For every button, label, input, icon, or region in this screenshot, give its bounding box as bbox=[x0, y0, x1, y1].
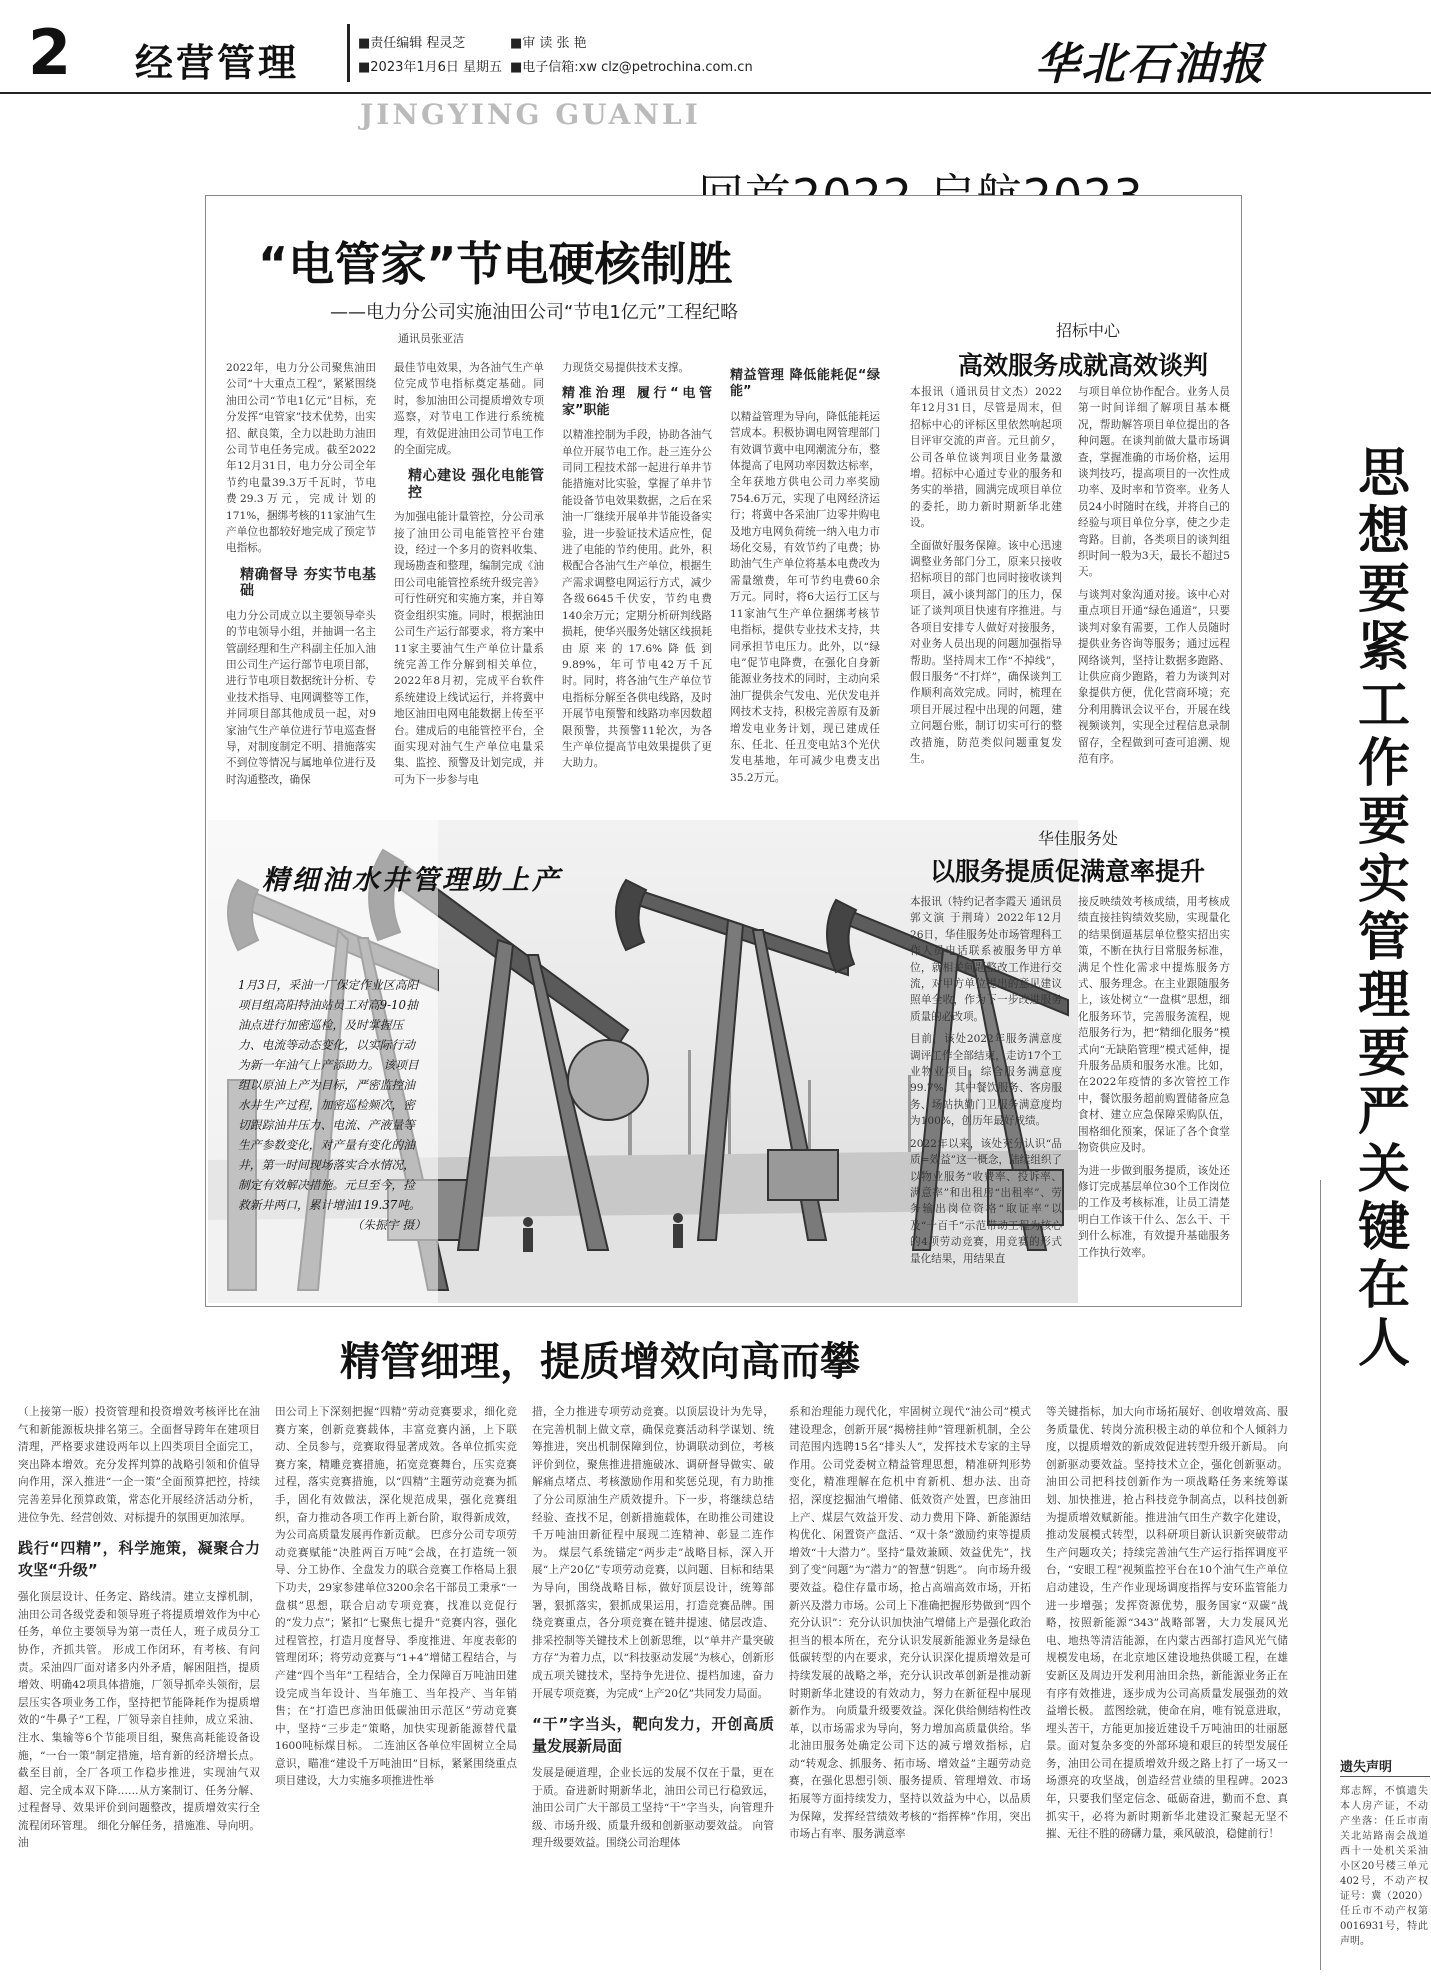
story2-headline: 高效服务成就高效谈判 bbox=[958, 351, 1209, 380]
story3-col2 bbox=[1078, 894, 1230, 1261]
lead-subhead-2: 精心建设 强化电能管控 bbox=[408, 468, 544, 501]
story2-col2 bbox=[1078, 384, 1230, 767]
lead-col2 bbox=[394, 360, 544, 788]
lower-col3b-text: 发展是硬道理，企业长远的发展不仅在于量，更在于质。奋进新时期新华北，油田公司已行稳致远，油田公司广大干部员工坚持“干”字当头，向管理升级、市场升级、质量升级和创新驱动要效益。 向管理升级要效益。围绕公司治理体 bbox=[532, 1767, 774, 1850]
notice-rule bbox=[1340, 1776, 1430, 1777]
lower-col1 bbox=[18, 1404, 260, 1853]
lead-col1b-text: 电力分公司成立以主要领导牵头的节电领导小组，并抽调一名主管副经理和生产科副主任加入油田公司生产运行部节电项目部，进行节电项目数据统计分析、专业技术指导、电网调整等工作，并同项目部其他成员一起，对9家油气生产单位进行节电巡查督导，对制度制定不明、措施落实不到位等情况与属地单位进行及时沟通整改，确保 bbox=[226, 609, 376, 786]
lower-col2-text: 田公司上下深刻把握“四精”劳动竞赛要求，细化竞赛方案，创新竞赛载体，丰富竞赛内涵，上下联动、全员参与，竞赛取得显著成效。各单位抓实竞赛方案，精雕竞赛措施，拓宽竞赛舞台，压实竞赛过程，落实竞赛措施，以“四精”主题劳动竞赛为抓手，固化有效做法，深化规范成果，强化竞赛组织，奋力推动各项工作再上新台阶，取得新成效，为公司高质量发展再作新贡献。 巴彦分公司专项劳动竞赛赋能“决胜两百万吨”会战，在打造统一领导、分工协作、全盘发力的联合竞赛工作格局上狠下功夫，29家参建单位3200余名干部员工秉承“一盘棋”思想，联合启动专项竞赛，找准以竞促行的“发力点”；紧扣“七聚焦七提升”竞赛内容，强化过程管控，打造月度督导、季度推进、年度表彰的管理闭环；将劳动竞赛与“1+4”增储工程结合，与产建“四个当年”工程结合，全力保障百万吨油田建设完成当年设计、当年施工、当年投产、当年销售；在“打造巴彦油田低碳油田示范区”劳动竞赛中，坚持“三步走”策略，加快实现新能源替代量1600吨标煤目标。 二连油区各单位牢固树立全局意识，瞄准“建设千万吨油田”目标，紧紧围绕重点项目建设，大力实施多项推进性举 bbox=[275, 1406, 517, 1788]
vertical-slogan-text: 思想要紧 工作要实 管理要严 关键在人 bbox=[1357, 444, 1410, 1374]
story3-col2b-text: 为进一步做到服务提质，该处还修订完成基层单位30个工作岗位的工作及考核标准，让员工清楚明白工作该干什么、怎么干、干到什么标准，有效提升基础服务工作执行效率。 bbox=[1078, 1164, 1230, 1259]
story2-col1-text: 本报讯（通讯员甘文杰）2022年12月31日，尽管是周末，但招标中心的评标区里依然响起项目评审交流的声音。元旦前夕，公司各单位谈判项目业务量激增。招标中心通过专业的服务和务实的举措，圆满完成项目单位的委托，助力新时期新华北建设。 bbox=[910, 386, 1062, 530]
section-pinyin: JINGYING GUANLI bbox=[360, 98, 701, 131]
notice-text: 郑志辉，不慎遗失本人房产证，不动产坐落：任丘市南关北站路南会战道西十一处机关采油小区20号楼三单元402号，不动产权证号：冀（2020）任丘市不动产权第0016931号，特此声明。 bbox=[1340, 1786, 1428, 1947]
lead-col2-text: 最佳节电效果，为各油气生产单位完成节电指标奠定基础。同时，参加油田公司提质增效专项巡察，对节电工作进行系统梳理，有效促进油田公司节电工作的全面完成。 bbox=[394, 362, 544, 457]
photo-title: 精细油水井管理助上产 bbox=[262, 865, 562, 896]
issue-date: ■2023年1月6日 星期五 bbox=[358, 60, 503, 75]
story2-col1 bbox=[910, 384, 1062, 767]
story2-col2b-text: 与谈判对象沟通对接。该中心对重点项目开通“绿色通道”，只要谈判对象有需要，工作人员随时提供业务咨询等服务；通过远程网络谈判，坚持让数据多跑路、让供应商少跑路，着力为谈判对象提供方便，优化营商环境；充分利用腾讯会议平台，开展在线视频谈判，实现全过程信息录制留存，全程做到可查可追溯、规范有序。 bbox=[1078, 588, 1230, 765]
lead-col3-text: 力现货交易提供技术支撑。 bbox=[562, 362, 690, 374]
page-number: 2 bbox=[28, 16, 72, 89]
lower-col4 bbox=[789, 1404, 1031, 1844]
story3-col1-text: 本报讯（特约记者李霞天 通讯员郭文演 于荆琦）2022年12月26日，华佳服务处市场管理科工作人员电话联系被服务甲方单位，就相关问题整改工作进行交流，对甲方单位提出的意见建议照单全收，作为下一步改进服务质量的必改项。 bbox=[910, 896, 1062, 1023]
lead-col4-text: 以精益管理为导向，降低能耗运营成本。积极协调电网管理部门有效调节冀中电网潮流分布，整体提高了电网功率因数达标率，全年获地方供电公司力率奖励754.6万元，实现了电网经济运行；将冀中各采油厂边零井购电及地方电网负荷统一纳入电力市场化交易，有效节约了电费；协助油气生产单位将基本电费改为需量缴费，年可节约电费60余万元。同时，将6大运行工区与11家油气生产单位捆绑考核节电指标，提供专业技术支持，共同承担节电压力。此外，以“绿电”促节电降费，在强化自身新能源业务技术的同时，主动向采油厂提供余气发电、光伏发电并网技术支持，积极完善原有及新增发电业务计划，现已建成任东、任北、任丑变电站3个光伏发电基地，年可减少电费支出35.2万元。 bbox=[730, 410, 880, 784]
lower-col3 bbox=[532, 1404, 774, 1853]
lead-byline: 通讯员张亚洁 bbox=[398, 332, 464, 345]
lower-col5-text: 等关键指标，加大向市场拓展好、创收增效高、服务质量优、转岗分流积极主动的单位和个人倾斜力度，以提质增效的新成效促进转型升级开新局。 向创新驱动要效益。坚持技术立企，强化创新驱动。油田公司把科技创新作为一项战略任务来统筹谋划、加快推进，抢占科技竞争制高点，以科技创新为提质增效赋新能。推进油气田生产数字化建设，推动发展模式转型，以科研项目新认识新突破带动生产问题攻关；持续完善油气生产运行指挥调度平台，“安眼工程”视频监控平台在10个油气生产单位启动建设，生产作业现场调度指挥与安环监管能力进一步增强；发挥资源优势，服务国家“双碳”战略，按照新能源“343”战略部署，大力发展风光电、地热等清洁能源，在内蒙古西部打造风光气储规模发电场，在北京地区建设地热供暖工程，在雄安新区及周边开发利用油田余热，新能源业务正在有序有效推进，逐步成为公司高质量发展强劲的效益增长极。 蓝图绘就，使命在肩，唯有锐意进取，埋头苦干，方能更加接近建设千万吨油田的壮丽愿景。面对复杂多变的外部环境和艰巨的转型发展任务，油田公司在提质增效升级之路上打了一场又一场漂亮的攻坚战，创造经营业绩的里程碑。2023年，只要我们坚定信念、砥砺奋进，勤而不怠、真抓实干，必将为新时期新华北建设汇聚起无坚不摧、无往不胜的磅礴力量，乘风破浪，稳健前行！ bbox=[1046, 1406, 1288, 1841]
lead-headline: “电管家”节电硬核制胜 bbox=[258, 237, 733, 291]
story3-headline: 以服务提质促满意率提升 bbox=[930, 857, 1206, 886]
lead-col3 bbox=[562, 360, 712, 772]
lead-col1-text: 2022年，电力分公司聚焦油田公司“十大重点工程”，紧紧围绕油田公司“节电1亿元”目标，充分发挥“电管家”技术优势，出实招、献良策，全力以赴助力油田公司节电任务完成。截至2022年12月31日，电力分公司全年节约电量39.3万千瓦时，节电费29.3万元，完成计划的171%，捆绑考核的11家油气生产单位也都较好地完成了预定节电指标。 bbox=[226, 362, 376, 555]
lead-subhead-3: 精准治理 履行“电管家”职能 bbox=[562, 386, 712, 418]
story3-col1b-text: 目前，该处2022年服务满意度调评工作全部结束，走访17个工业物业项目，综合服务满意度99.7%，其中餐饮服务、客房服务、场站执勤门卫服务满意度均为100%，创历年最好成绩。 bbox=[910, 1033, 1062, 1128]
story3-col2-text: 接反映绩效考核成绩，用考核成绩直接挂钩绩效奖励，实现量化的结果倒逼基层单位整实招出实策，不断在执行目常服务标准，满足个性化需求中提炼服务方式、服务理念。在主业跟随服务上，该处树立“一盘棋”思想，细化服务环节，完善服务流程，规范服务行为，把“精细化服务”模式向“无缺陷管理”模式延伸，提升服务品质和服务水准。比如，在2022年疫情的多次管控工作中，餐饮服务超前购置储备应急食材、建立应急保障采购队伍，围格细化预案，保证了各个食堂物资供应及时。 bbox=[1078, 896, 1230, 1155]
notice-title: 遗失声明 bbox=[1340, 1760, 1393, 1775]
photo-credit: （朱振宇 摄） bbox=[351, 1218, 426, 1232]
lead-subhead-4: 精益管理 降低能耗促“绿能” bbox=[730, 368, 880, 400]
lead-col4 bbox=[730, 360, 880, 786]
story2-kicker: 招标中心 bbox=[1056, 321, 1121, 340]
editor-email: ■电子信箱:xw clz@petrochina.com.cn bbox=[510, 60, 753, 75]
section-title: 经营管理 bbox=[135, 41, 300, 85]
lead-col1 bbox=[226, 360, 376, 788]
newspaper-logo: 华北石油报 bbox=[1035, 39, 1265, 90]
lead-col2b-text: 为加强电能计量管控，分公司承接了油田公司电能管控平台建设，经过一个多月的资料收集、现场勘查和整理，编制完成《油田公司电能管控系统升级完善》可行性研究和实施方案，并自筹资金组织实施。同时，根据油田公司生产运行部要求，将方案中11家主要油气生产单位计量系统完善工作分解到相关单位，2022年8月初，完成平台软件系统建设上线试运行，并将冀中地区油田电网电能数据上传至平台。建成后的电能管控平台，全面实现对油气生产单位电量采集、监控、预警及计划完成，并可为下一步参与电 bbox=[394, 511, 544, 786]
notice-divider bbox=[1320, 1180, 1321, 1970]
story2-col2-text: 与项目单位协作配合。业务人员第一时间详细了解项目基本概况，帮助解答项目单位提出的各种问题。在谈判前做大量市场调查，掌握准确的市场价格，运用谈判技巧，提高项目的一次性成功率、及时率和节资率。业务人员24小时随时在线，并将自己的经验与项目单位分享，使之少走弯路。目前，各类项目的谈判组织时间一般为3天，最长不超过5天。 bbox=[1078, 386, 1230, 579]
lead-subhead-1: 精确督导 夯实节电基础 bbox=[240, 566, 376, 600]
lower-subhead-1: 践行“四精”，科学施策，凝聚合力攻坚“升级” bbox=[18, 1539, 260, 1580]
lead-subtitle: ——电力分公司实施油田公司“节电1亿元”工程纪略 bbox=[330, 302, 739, 323]
vertical-slogan bbox=[1340, 445, 1428, 1373]
lower-col2 bbox=[275, 1404, 517, 1791]
header-divider bbox=[347, 24, 350, 82]
lower-col5 bbox=[1046, 1404, 1288, 1844]
lower-headline: 精管细理，提质增效向高而攀 bbox=[340, 1339, 860, 1385]
lower-col3-text: 措，全力推进专项劳动竞赛。以顶层设计为先导，在完善机制上做文章，确保竞赛活动科学谋划、统筹推进，突出机制保障到位，协调联动到位，考核评价到位，聚焦推进措施破冰、调研督导做实、破解痛点堵点、考核激励作用和奖惩兑现，有力助推了分公司原油生产质效提升。下一步，将继续总结经验、查找不足，创新措施载体，在助推公司建设千万吨油田新征程中展现二连精神、彰显二连作为。 煤层气系统锚定“两步走”战略目标，深入开展“上产20亿”专项劳动竞赛，以问题、目标和结果为导向，围绕战略目标，做好顶层设计，统筹部署，狠抓落实，狠抓成果运用，打造竞赛品牌。围绕竞赛重点，各分项竞赛在链井提速、储层改造、排采控制等关键技术上创新思维，以“单井产量突破方存”为着力点，以“科技驱动发展”为核心，创新形成五项关键技术，坚持争先进位、提档加速，奋力开展专项竞赛，为完成“上产20亿”共同发力局面。 bbox=[532, 1406, 774, 1700]
lower-subhead-2: “干”字当头，靶向发力，开创高质量发展新局面 bbox=[532, 1715, 774, 1756]
lead-col3b-text: 以精准控制为手段，协助各油气单位开展节电工作。赴三连分公司同工程技术部一起进行单井节能措施对比实验，掌握了单井节能设备节电效果数据，之后在采油一厂继续开展单井节能设备实验，进一步验证技术适应性，促进了电能的节约使用。此外，积极配合各油气生产单位，根据生产需求调整电网运行方式，减少各级6645千伏安，节约电费140余万元；定期分析研判线路损耗，使华兴服务处辖区线损耗由原来的17.6%降低到9.89%，年可节电42万千瓦时。同时，将各油气生产单位节电指标分解至各供电线路，及时开展节电预警和线路功率因数超限预警，共预警11轮次，为各生产单位提高节电效果提供了更大助力。 bbox=[562, 429, 712, 770]
lower-col1-text: （上接第一版）投资管理和投资增效考核评比在油气和新能源板块排名第三。全面督导跨年在建项目清理，严格要求建设两年以上四类项目全面完工，突出降本增效。充分发挥判算的战略引领和价值导向作用，深入推进“一企一策”全面预算把控，持续完善差异化预算政策，常态化开展经济活动分析，进位争先、经营创效、对标提升的氛围更加浓厚。 bbox=[18, 1406, 260, 1524]
photo-caption bbox=[238, 975, 426, 1235]
story3-col1 bbox=[910, 894, 1062, 1267]
story3-kicker: 华佳服务处 bbox=[1038, 829, 1119, 848]
photo-caption-text: 1月3日，采油一厂保定作业区高阳项目组高阳特油站员工对高9-10抽油点进行加密巡检，及时掌握压力、电流等动态变化，以实际行动为新一年油气上产添助力。 该项目组以原油上产为目标，严密监控油水井生产过程，加密巡检频次，密切跟踪油井压力、电流、产液量等生产参数变化，对产量有变化的油井，第一时间现场落实合水情况，制定有效解决措施。元旦至今，捡救新井两口，累计增油119.37吨。 bbox=[238, 978, 421, 1212]
reviewer-credit: ■审 读 张 艳 bbox=[510, 36, 587, 51]
editor-credit: ■责任编辑 程灵芝 bbox=[358, 36, 466, 51]
lower-col1b-text: 强化顶层设计、任务定、路线清。建立支撑机制，油田公司各级党委和领导班子将提质增效作为中心任务，单位主要领导为第一责任人，班子成员分工协作，齐抓共管。 形成工作闭环，有考核、有问责。采油四厂面对诸多内外矛盾，解困阻挡，提质增效、明确42项具体措施，厂领导抓牵头领衔，层层压实各项业务工作，坚持把节能降耗作为提质增效的“牛鼻子”工程，厂领导亲自挂帅，成立采油、注水、集输等6个节能项目组，聚焦高耗能设备设施，“一台一策”制定措施，培育新的经济增长点。截至目前，全厂各项工作稳步推进，实现油气双超、完全成本双下降……从方案制订、任务分解、过程督导、效果评价到问题整改，提质增效实行全流程闭环管理。 细化分解任务，措施准、导向明。油 bbox=[18, 1591, 260, 1850]
story2-col1b-text: 全面做好服务保障。该中心迅速调整业务部门分工，原来只接收招标项目的部门也同时接收谈判项目，减小谈判部门的压力，保证了谈判项目快速有序推进。与各项目安排专人做好对接服务，对业务人员出现的问题加强指导帮助。坚持周末工作“不掉线”，假日服务“不打烊”，确保谈判工作顺利高效完成。同时，梳理在项目开展过程中出现的问题，建立问题台账，制订切实可行的整改措施，防范类似问题重复发生。 bbox=[910, 539, 1062, 765]
story3-col1c-text: 2022年以来，该处充分认识“品质=效益”这一概念，陆续组织了以物业服务“收费率、投诉率、满意率”和出租房“出租率”、劳务输出岗位资格“取证率”以及“十百千”示范带动工程为核心的4项劳动竞赛，用竞赛的形式量化结果，用结果直 bbox=[910, 1137, 1063, 1265]
header-rule bbox=[0, 92, 1431, 94]
lower-col4-text: 系和治理能力现代化，牢固树立现代“油公司”模式建设理念，创新开展“揭榜挂帅”管理新机制，全公司范围内选聘15名“排头人”，发挥技术专家的主导作用。公司党委树立精益管理思想，精准研判形势变化，精准理解在危机中育新机、想办法、出奇招，深度挖掘油气增储、低效资产处置，巴彦油田上产、煤层气效益开发、动力费用下降、新能源结构优化、闲置资产盘活、“双十条”激励约束等提质增效“十大潜力”。坚持“量效兼顾、效益优先”，找到了变“问题”为“潜力”的智慧“钥匙”。 向市场升级要效益。稳住存量市场，抢占高端高效市场，开拓新兴及潜力市场。公司上下准确把握形势做到“四个充分认识”：充分认识加快油气增储上产是强化政治担当的根本所在，充分认识发展新能源业务是绿色低碳转型的内在要求，充分认识深化提质增效是可持续发展的战略之举，充分认识改革创新是推动新时期新华北建设的有效动力，努力在新征程中展现新作为。 向质量升级要效益。深化供给侧结构性改革，以市场需求为导向，努力增加高质量供给。华北油田服务处确定公司下达的减亏增效指标，启动“转观念、抓服务、拓市场、增效益”主题劳动竞赛，在强化思想引领、服务提质、管理增效、市场拓展等方面持续发力，坚持以效益为中心，以品质为保障，发挥经营绩效考核的“指挥棒”作用，突出市场占有率、服务满意率 bbox=[789, 1406, 1031, 1841]
